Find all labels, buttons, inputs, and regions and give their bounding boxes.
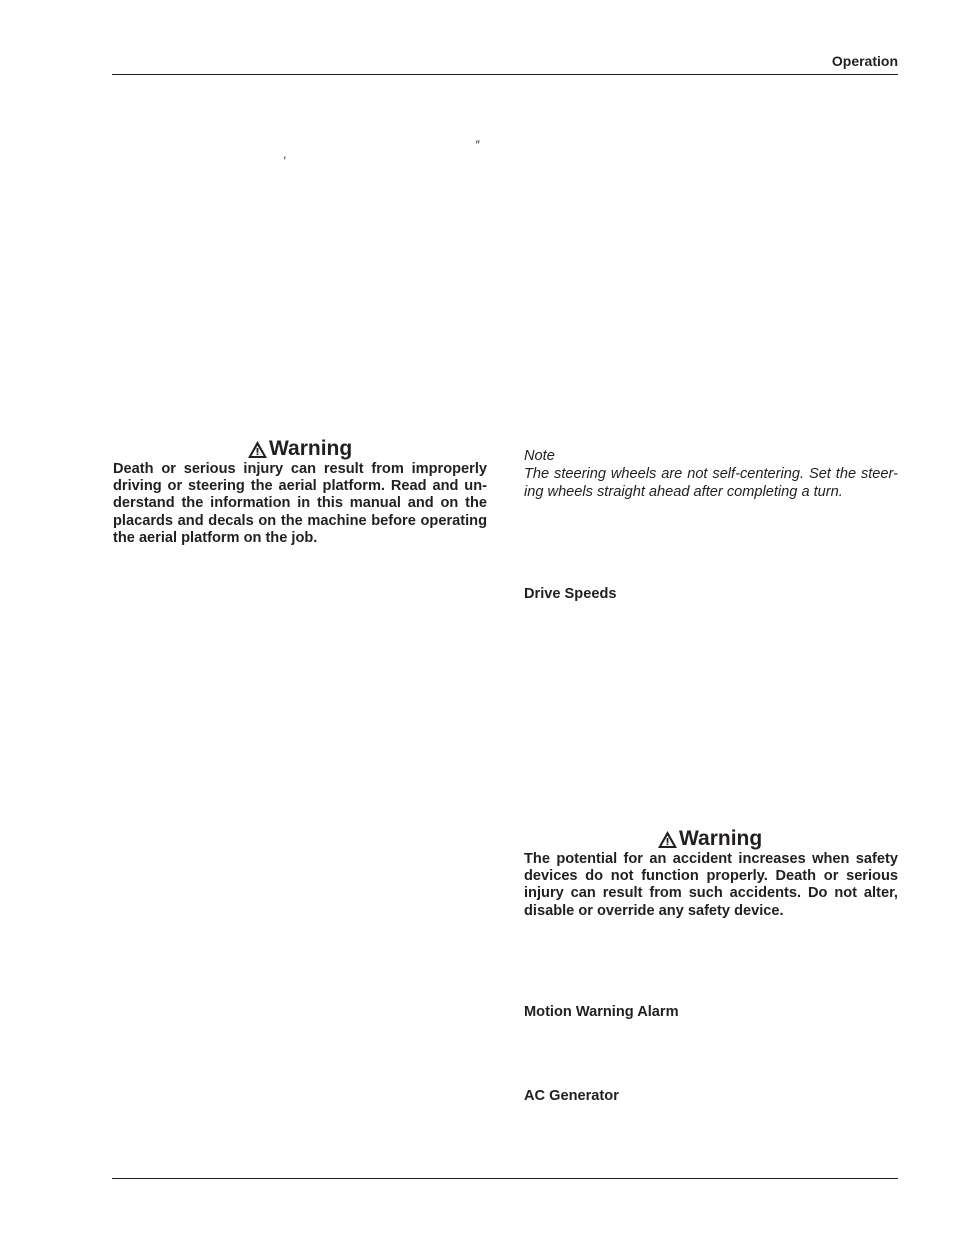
stray-double-prime: ″ <box>475 138 480 152</box>
footer-rule <box>112 1178 898 1179</box>
warning-title-right: Warning <box>679 827 763 850</box>
note-line-1: The steering wheels are not self-centering. Set the steer- <box>524 466 898 482</box>
warning-title-left: Warning <box>269 437 353 460</box>
heading-drive-speeds: Drive Speeds <box>524 586 617 602</box>
warning-left-line-1: Death or serious injury can result from improperly <box>113 461 487 477</box>
warning-right-line-2: devices do not function properly. Death or serious <box>524 868 898 885</box>
warning-body-left <box>113 461 487 547</box>
warning-triangle-icon <box>247 440 268 459</box>
warning-left-line-4: placards and decals on the machine before operating <box>113 512 487 529</box>
note-body <box>524 466 898 501</box>
warning-body-right <box>524 851 898 920</box>
warning-left-line-3: derstand the information in this manual and on the <box>113 495 487 512</box>
warning-left-line-2: driving or steering the aerial platform. Read and un- <box>113 478 487 495</box>
heading-ac-generator: AC Generator <box>524 1088 619 1104</box>
warning-left-line-5: the aerial platform on the job. <box>113 529 318 546</box>
stray-single-prime: ′ <box>283 154 286 168</box>
warning-right-line-3: injury can result from such accidents. Do not alter, <box>524 885 898 902</box>
warning-triangle-icon <box>657 830 678 849</box>
note-label: Note <box>524 448 555 464</box>
warning-heading-left <box>247 437 352 461</box>
heading-motion-warning-alarm: Motion Warning Alarm <box>524 1004 679 1020</box>
section-title: Operation <box>831 53 898 69</box>
note-line-2: ing wheels straight ahead after completing a turn. <box>524 483 843 500</box>
header-rule <box>112 74 898 75</box>
warning-right-line-4: disable or override any safety device. <box>524 902 784 919</box>
warning-heading-right <box>657 827 762 851</box>
warning-right-line-1: The potential for an accident increases when safety <box>524 851 898 867</box>
